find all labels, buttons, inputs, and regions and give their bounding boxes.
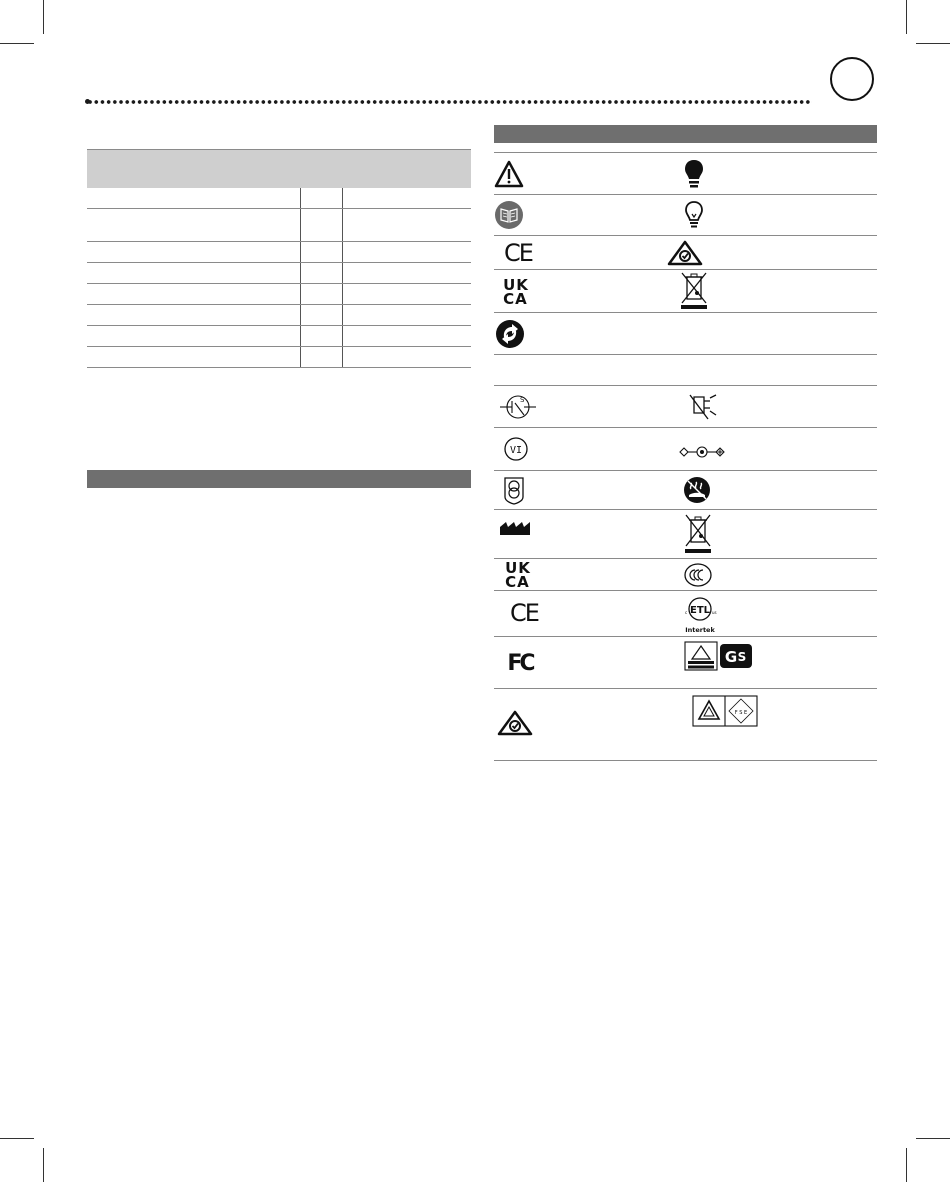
crop-mark [43,1148,44,1182]
spec-unit [342,263,471,283]
switch-s-text: S [520,396,525,404]
spec-label [87,305,300,325]
spec-unit [342,326,471,346]
ukca-mark-icon [500,276,532,308]
ukca-mark-icon [502,560,534,590]
spec-value [300,188,342,208]
spec-label [87,242,300,262]
spec-label [87,188,300,208]
ukca-text-bottom: CA [503,290,528,308]
section-bar-right [494,125,877,143]
svg-text:S: S [737,650,747,664]
crop-mark [0,1138,34,1139]
spec-table-header [87,149,471,188]
recycle-arrow-icon [494,317,526,351]
table-row [494,637,877,689]
ukca-text-bottom: CA [505,573,530,591]
hot-surface-warning-icon [682,474,712,506]
table-row [87,242,471,263]
table-row [87,209,471,242]
manufacturer-icon [498,516,532,540]
spec-unit [342,242,471,262]
tuv-gs-mark-icon [684,640,754,672]
ce-mark-icon: CE [504,239,532,267]
table-row [494,270,877,313]
spec-value [300,284,342,304]
spec-label [87,263,300,283]
table-row [494,355,877,386]
spec-value [300,263,342,283]
page-number-circle [830,57,874,101]
intertek-text: Intertek [685,626,715,634]
spec-label [87,326,300,346]
table-row [494,591,877,637]
spec-value [300,347,342,367]
table-row [87,326,471,347]
etl-intertek-mark-icon [680,593,720,635]
rcm-mark-icon [496,709,534,737]
spec-value [300,305,342,325]
etl-c-text: c [685,610,688,615]
light-bulb-outline-icon [682,199,706,231]
efficiency-level-vi-icon [502,434,530,464]
manual-book-icon [494,199,524,231]
rcm-mark-icon [667,239,703,267]
table-row [87,305,471,326]
table-row [494,510,877,559]
etl-us-text: us [712,610,717,615]
spec-value [300,209,342,241]
spec-label [87,209,300,241]
ce-mark-icon: CE [510,599,538,627]
ukca-text-top: UK [505,559,531,577]
spec-label [87,347,300,367]
table-row [87,188,471,209]
light-bulb-filled-icon [682,157,706,191]
table-row [87,347,471,368]
safety-transformer-shield-icon [500,474,528,506]
spec-value [300,326,342,346]
crop-mark [906,0,907,34]
svg-text:G: G [724,648,738,666]
crop-mark [916,43,950,44]
spec-unit [342,347,471,367]
fcc-mark-icon: FC [507,650,533,676]
table-row [87,263,471,284]
header-dotted-rule [87,100,812,104]
table-row [87,284,471,305]
vi-text: VI [509,445,523,456]
spec-unit [342,305,471,325]
spec-unit [342,188,471,208]
table-row [494,313,877,355]
table-row [494,236,877,270]
table-row [494,152,877,195]
ukca-text-top: UK [503,276,529,294]
spec-label [87,284,300,304]
spec-unit [342,209,471,241]
switch-mode-transformer-icon [498,390,538,424]
crop-mark [906,1148,907,1182]
spec-value [300,242,342,262]
table-row [494,195,877,236]
plug-disconnect-icon [687,392,719,422]
ccc-mark-icon [682,561,714,589]
table-row [494,471,877,510]
fse-text: F S E [734,710,748,716]
weee-bin-icon [678,271,710,311]
polarity-icon [678,440,726,464]
table-row [494,559,877,591]
spec-table [87,188,471,368]
crop-mark [43,0,44,34]
spec-unit [342,284,471,304]
svg-text:ETL: ETL [689,605,711,616]
tuv-fse-mark-icon [692,694,758,728]
section-bar-left [87,470,471,488]
weee-bin-icon [682,512,714,556]
table-row [494,428,877,471]
crop-mark [916,1138,950,1139]
table-row [494,689,877,761]
warning-triangle-icon [494,157,524,191]
crop-mark [0,43,34,44]
symbols-table [494,143,877,761]
table-row [494,386,877,428]
